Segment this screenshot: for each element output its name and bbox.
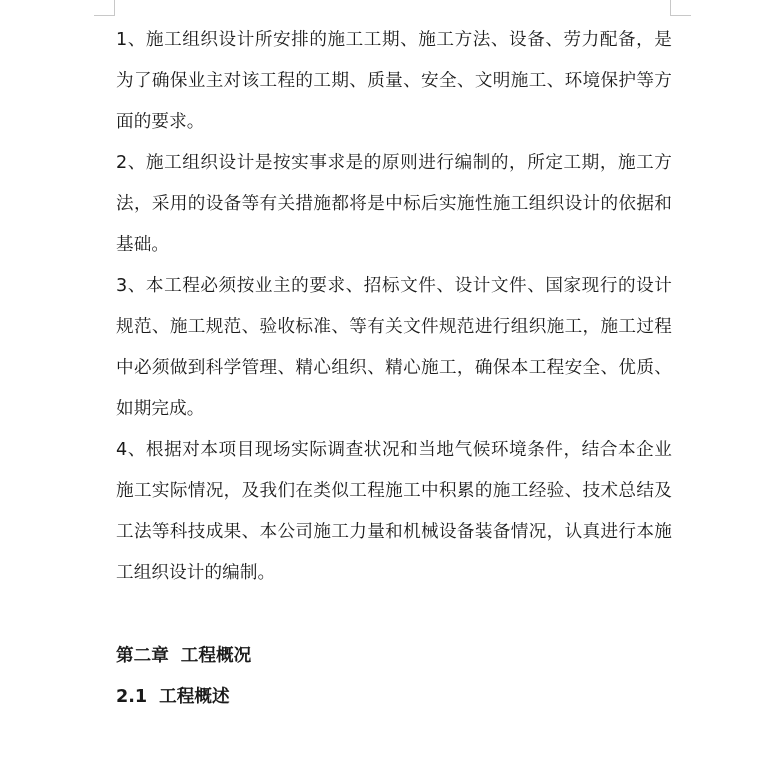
section-title: 工程概述: [159, 687, 230, 707]
chapter-title: 工程概况: [180, 646, 252, 666]
paragraph-2: 2、施工组织设计是按实事求是的原则进行编制的，所定工期，施工方法，采用的设备等有关措施都将是中标后实施性施工组织设计的依据和基础。: [116, 153, 672, 255]
paragraph-3: 3、本工程必须按业主的要求、招标文件、设计文件、国家现行的设计规范、施工规范、验收标准、等有关文件规范进行组织施工，施工过程中必须做到科学管理、精心组织、精心施工，确保本工程安全、优质、如期完成。: [116, 276, 672, 419]
chapter-number: 第二章: [116, 646, 169, 666]
chapter-heading: [116, 636, 672, 677]
section-number: 2.1: [116, 687, 148, 707]
crop-mark-right: [670, 0, 691, 16]
document-body: [116, 20, 672, 718]
crop-mark-left: [94, 0, 115, 16]
section-heading: [116, 677, 672, 718]
paragraph-1: 1、施工组织设计所安排的施工工期、施工方法、设备、劳力配备，是为了确保业主对该工程的工期、质量、安全、文明施工、环境保护等方面的要求。: [116, 30, 672, 132]
paragraph-4: 4、根据对本项目现场实际调查状况和当地气候环境条件，结合本企业施工实际情况，及我们在类似工程施工中积累的施工经验、技术总结及工法等科技成果、本公司施工力量和机械设备装备情况，认真进行本施工组织设计的编制。: [116, 440, 672, 583]
